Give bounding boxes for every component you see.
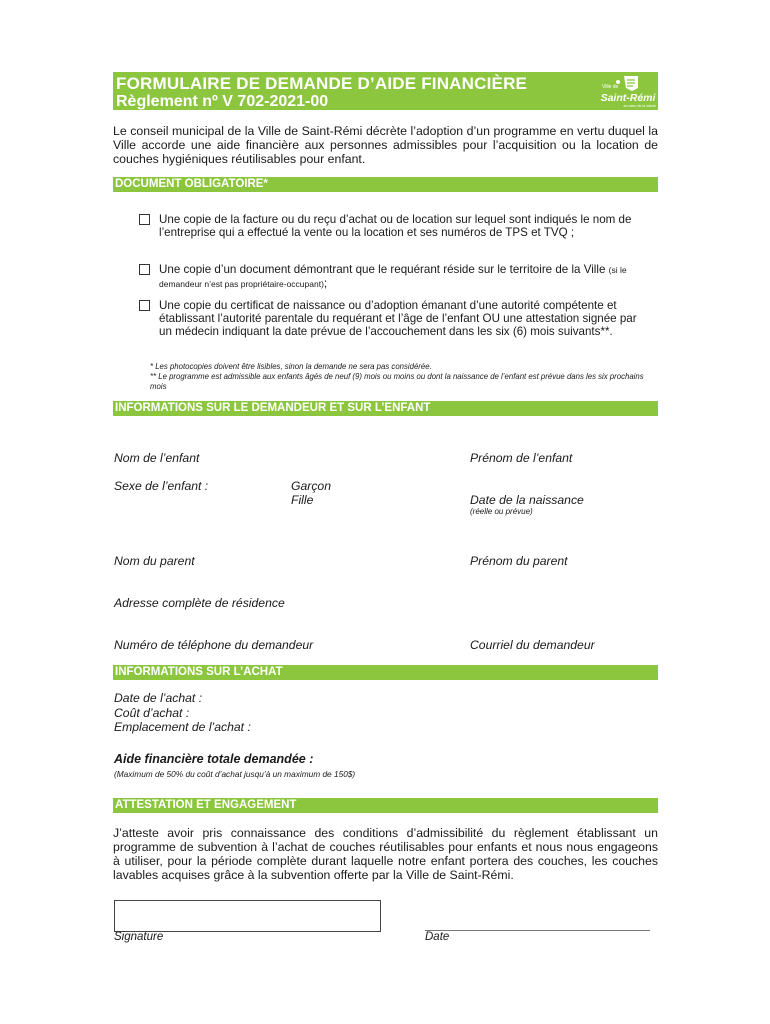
field-purchase-date: Date de l’achat : (114, 691, 203, 705)
aid-maximum-note: (Maximum de 50% du coût d’achat jusqu’à un maximum de 150$) (114, 769, 356, 779)
regulation-number: Règlement nº V 702-2021-00 (116, 93, 329, 110)
logo-emblem-icon (598, 72, 658, 94)
field-child-last-name: Nom de l’enfant (114, 451, 200, 465)
document-item-invoice: Une copie de la facture ou du reçu d’achat ou de location sur lequel sont indiqués le nom de l’entreprise qui a effectué la vente ou la location et ses numéros de TPS et TVQ ; (159, 213, 632, 239)
signature-label: Signature (114, 931, 164, 943)
document-item-residence (159, 263, 654, 291)
field-phone: Numéro de téléphone du demandeur (114, 638, 314, 652)
residence-text: Une copie d’un document démontrant que le requérant réside sur le territoire de la Ville (159, 263, 606, 276)
section-bar-attestation (113, 798, 658, 813)
footnote-photocopies: * Les photocopies doivent être lisibles, sinon la demande ne sera pas considérée. (150, 362, 432, 371)
saint-remi-logo (598, 72, 658, 110)
signature-box[interactable] (114, 900, 381, 932)
section-heading-applicant: INFORMATIONS SUR LE DEMANDEUR ET SUR L’ENFANT (115, 402, 431, 414)
field-parent-last-name: Nom du parent (114, 554, 195, 568)
residence-note: (si le demandeur n’est pas propriétaire-occupant) (159, 265, 627, 289)
logo-tag: Ville de (602, 84, 619, 90)
section-heading-documents: DOCUMENT OBLIGATOIRE* (115, 178, 268, 190)
attestation-paragraph: J’atteste avoir pris connaissance des conditions d’admissibilité du règlement établissant un programme de subvention à l’achat de couches réutilisables pour enfants et nous nous engageons à utiliser, pour la période complète durant laquelle notre enfant portera des couches, les couches lavables acquises grâce à la subvention offerte par la Ville de Saint-Rémi. (113, 826, 658, 882)
logo-slogan: au cœur de la nature (623, 104, 656, 108)
date-line[interactable] (425, 930, 650, 931)
field-email: Courriel du demandeur (470, 638, 595, 652)
document-item-birth-certificate: Une copie du certificat de naissance ou d’adoption émanant d’une autorité compétente et établissant l’autorité parentale du requérant et l’âge de l’enfant OU une attestation signée par un médecin indiquant la date prévue de l’accouchement dans les six (6) mois suivants**. (159, 299, 637, 338)
section-bar-documents (113, 177, 658, 192)
field-address: Adresse complète de résidence (114, 596, 285, 610)
date-label: Date (425, 931, 450, 943)
footnote-eligibility: ** Le programme est admissible aux enfants âgés de neuf (9) mois ou moins ou dont la naissance de l’enfant est prévue dans les six prochains mois (150, 372, 644, 391)
checkbox-invoice[interactable] (139, 214, 150, 225)
intro-paragraph: Le conseil municipal de la Ville de Saint-Rémi décrète l’adoption d’un programme en vertu duquel la Ville accorde une aide financière aux personnes admissibles pour l’acquisition ou la location de couches hygiéniques réutilisables pour enfant. (113, 124, 658, 166)
checkbox-residence[interactable] (139, 264, 150, 275)
birth-date-note: (réelle ou prévue) (470, 507, 533, 516)
field-child-sex: Sexe de l’enfant : (114, 479, 209, 493)
field-purchase-location: Emplacement de l’achat : (114, 720, 251, 734)
section-bar-applicant (113, 401, 658, 416)
form-title: FORMULAIRE DE DEMANDE D’AIDE FINANCIÈRE (116, 74, 528, 93)
option-girl[interactable]: Fille (291, 493, 314, 507)
residence-end: ; (323, 277, 328, 290)
section-heading-purchase: INFORMATIONS SUR L’ACHAT (115, 666, 283, 678)
field-parent-first-name: Prénom du parent (470, 554, 568, 568)
section-bar-purchase (113, 665, 658, 680)
checkbox-birth-certificate[interactable] (139, 300, 150, 311)
field-child-first-name: Prénom de l’enfant (470, 451, 573, 465)
field-birth-date: Date de la naissance (470, 493, 584, 507)
logo-text: Saint-Rémi (600, 92, 656, 104)
section-heading-attestation: ATTESTATION ET ENGAGEMENT (115, 799, 297, 811)
field-purchase-cost: Coût d’achat : (114, 706, 190, 720)
option-boy[interactable]: Garçon (291, 479, 331, 493)
field-total-aid: Aide financière totale demandée : (114, 752, 314, 766)
